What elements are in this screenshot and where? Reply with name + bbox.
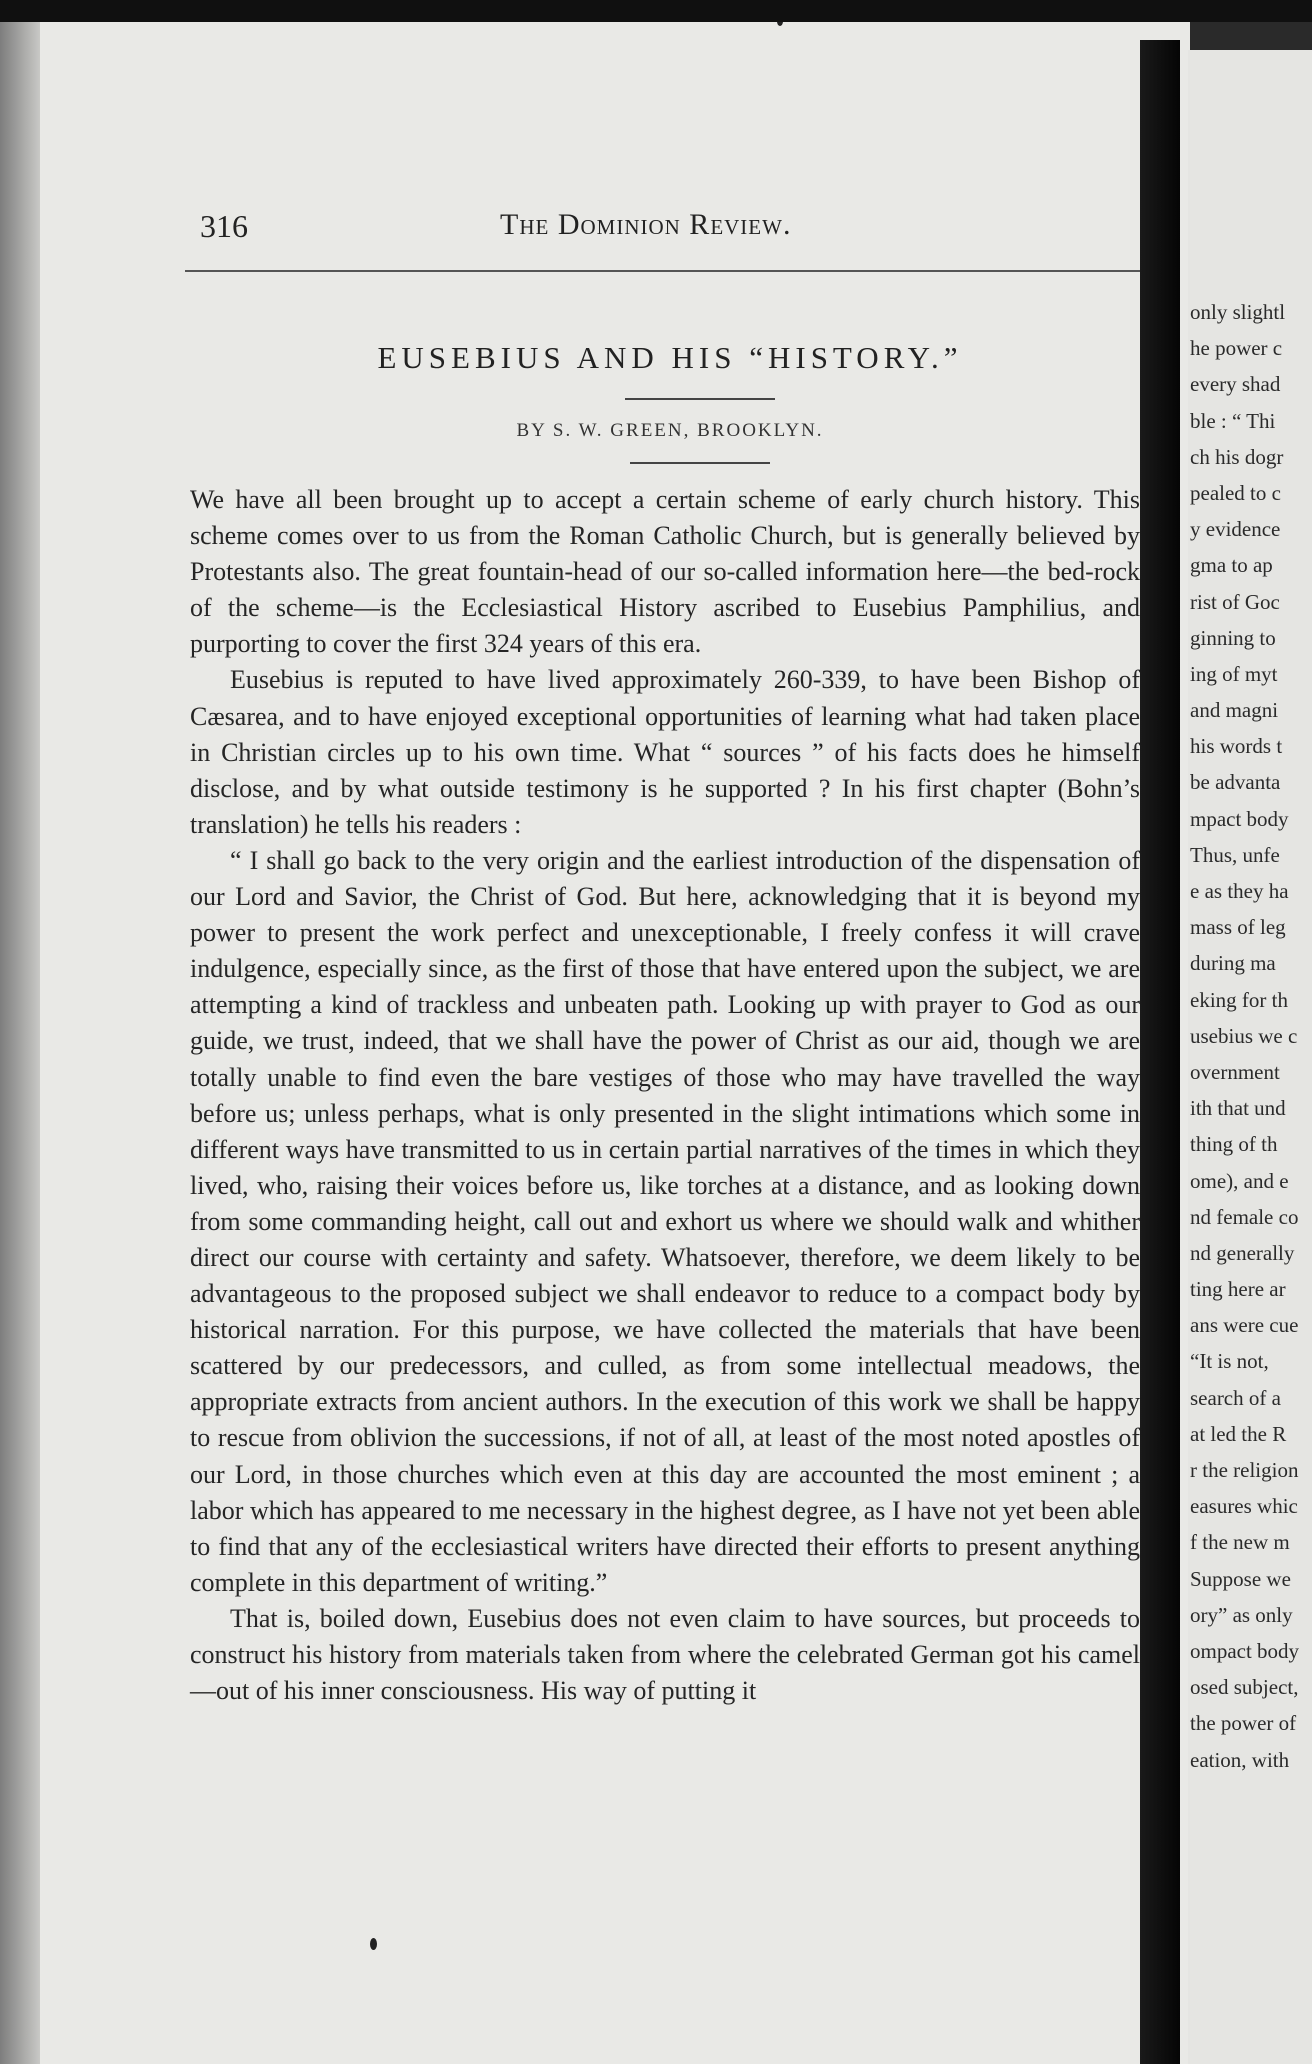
facing-page-line: he power c	[1190, 336, 1283, 361]
block-quote: “ I shall go back to the very origin and the earliest introduction of the dispensation of our Lord and Savior, the Christ of God. But here, acknowledging that it is beyond my power to present the work perfect and unexceptionable, I freely confess it will crave indulgence, especially since, as the first of those that have entered upon the subject, we are attempting a kind of trackless and unbeaten path. Looking up with prayer to God as our guide, we trust, indeed, that we shall have the power of Christ as our aid, though we are totally unable to find even the bare vestiges of those who may have travelled the way before us; unless perhaps, what is only presented in the slight intimations which some in different ways have transmitted to us in certain partial narratives of the times in which they lived, who, raising their voices before us, like torches at a distance, and as looking down from some commanding height, call out and exhort us where we should walk and whither direct our course with certainty and safety. Whatsoever, therefore, we deem likely to be advantageous to the proposed subject we shall endeavor to reduce to a compact body by historical narration. For this purpose, we have collected the materials that have been scattered by our predecessors, and culled, as from some intellectual meadows, the appropriate extracts from ancient authors. In the execution of this work we shall be happy to rescue from oblivion the successions, if not of all, at least of the most noted apostles of our Lord, in those churches which even at this day are accounted the most eminent ; a labor which has appeared to me necessary in the highest degree, as I have not yet been able to find that any of the ecclesiastical writers have directed their efforts to present anything complete in this department of writing.”	[190, 845, 1140, 1597]
facing-page-line: usebius we c	[1190, 1023, 1298, 1048]
byline: BY S. W. GREEN, BROOKLYN.	[516, 420, 824, 441]
paragraph: We have all been brought up to accept a certain scheme of early church history. This scheme comes over to us from the Roman Catholic Church, but is generally believed by Protestants also. The great fountain-head of our so-called information here—the bed-rock of the scheme—is the Ecclesiastical History ascribed to Eusebius Pamphilius, and purporting to cover the first 324 years of this era.	[190, 485, 1140, 659]
facing-page-line: y evidence	[1190, 517, 1281, 542]
facing-page-line: mass of leg	[1190, 915, 1286, 940]
facing-page-line: overnment	[1190, 1059, 1280, 1084]
facing-page-line: during ma	[1190, 951, 1276, 976]
facing-page-line: and magni	[1190, 698, 1279, 723]
facing-page-line: ing of myt	[1190, 661, 1278, 686]
article-title: EUSEBIUS AND HIS “HISTORY.”	[377, 340, 963, 375]
facing-page-line: f the new m	[1190, 1530, 1290, 1555]
byline-rule	[630, 462, 770, 464]
facing-page-line: e as they ha	[1190, 879, 1289, 903]
facing-page-line: ome), and e	[1190, 1168, 1289, 1193]
running-head	[200, 200, 1160, 250]
page-number: 316	[200, 208, 248, 244]
facing-page-line: be advanta	[1190, 770, 1281, 795]
facing-page-text	[1190, 294, 1312, 1778]
facing-page-line: osed subject,	[1190, 1675, 1299, 1700]
header-rule	[185, 270, 1175, 272]
facing-page-line: nd generally	[1190, 1240, 1295, 1265]
title-rule	[625, 398, 775, 400]
facing-page-line: at led the R	[1190, 1421, 1287, 1446]
facing-page-line: ith that und	[1190, 1096, 1286, 1121]
facing-page-line: pealed to c	[1190, 480, 1281, 505]
facing-page-line: his words t	[1190, 734, 1283, 759]
facing-page-line: gma to ap	[1190, 553, 1273, 578]
book-spine-edge	[0, 0, 40, 2064]
facing-page-line: rist of Goc	[1190, 589, 1280, 614]
facing-page-line: every shad	[1190, 372, 1281, 397]
facing-page-line: Thus, unfe	[1190, 842, 1280, 867]
facing-page-line: ans were cue	[1190, 1313, 1299, 1338]
facing-page-line: thing of th	[1190, 1132, 1278, 1157]
facing-page-line: ch his dogr	[1190, 444, 1284, 469]
book-gutter	[1140, 40, 1180, 2064]
facing-page-line: eation, with	[1190, 1747, 1290, 1772]
scan-top-edge	[0, 0, 1312, 22]
facing-page-line: ginning to	[1190, 625, 1276, 650]
paragraph: That is, boiled down, Eusebius does not even claim to have sources, but proceeds to construct his history from materials taken from where the celebrated German got his camel—out of his inner consciousness. His way of putting it	[190, 1603, 1140, 1706]
ink-speck	[370, 1938, 377, 1950]
facing-page-line: search of a	[1190, 1385, 1281, 1410]
facing-page-line: r the religion	[1190, 1458, 1299, 1482]
facing-page-line: eking for th	[1190, 987, 1288, 1012]
facing-page-line: easures whic	[1190, 1494, 1298, 1519]
article-body	[190, 482, 1140, 1709]
facing-page-line: mpact body	[1190, 806, 1289, 831]
facing-page-line: nd female co	[1190, 1204, 1299, 1229]
facing-page-line: “It is not,	[1190, 1349, 1269, 1374]
journal-title: The Dominion Review.	[500, 208, 792, 241]
facing-page-line: ory” as only	[1190, 1602, 1293, 1627]
facing-page-line: only slightl	[1190, 300, 1286, 324]
paragraph: Eusebius is reputed to have lived approximately 260-339, to have been Bishop of Cæsarea, and to have enjoyed exceptional opportunities of learning what had taken place in Christian circles up to his own time. What “ sources ” of his facts does he himself disclose, and by what outside testimony is he supported ? In his first chapter (Bohn’s translation) he tells his readers :	[190, 665, 1140, 839]
facing-page-line: ting here ar	[1190, 1277, 1286, 1302]
facing-page-line: ompact body	[1190, 1638, 1300, 1663]
facing-page-line: the power of	[1190, 1711, 1297, 1736]
facing-page	[1188, 50, 1312, 2064]
facing-page-line: ble : “ Thi	[1190, 408, 1276, 433]
facing-page-line: Suppose we	[1190, 1566, 1291, 1591]
